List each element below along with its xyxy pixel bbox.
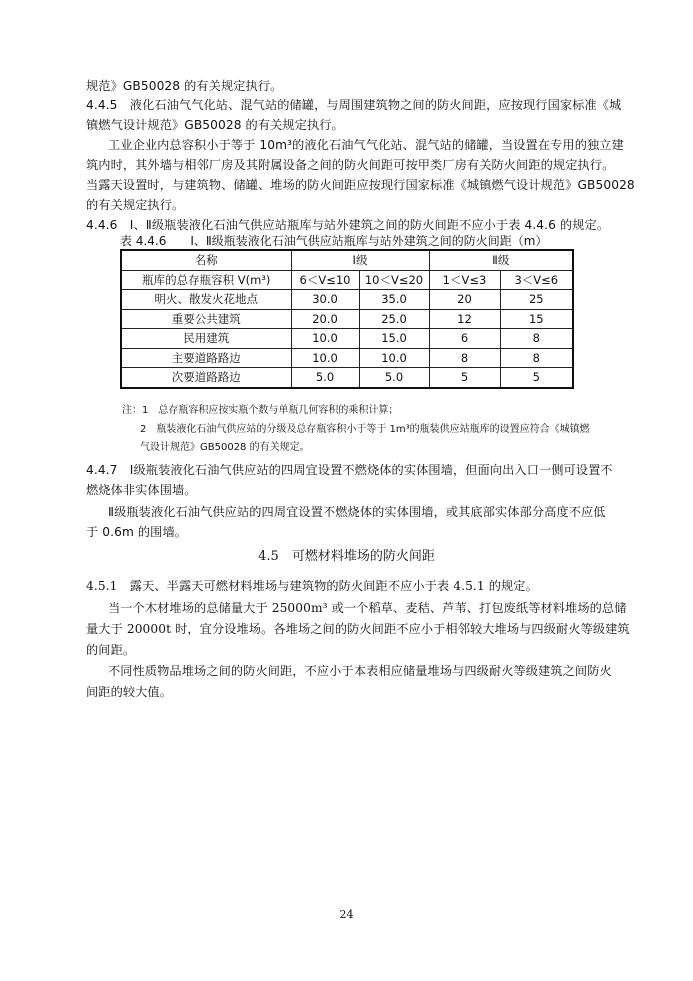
cell: 20 — [429, 290, 500, 310]
cell: 8 — [500, 329, 573, 349]
text-line: 当露天设置时，与建筑物、储罐、堆场的防火间距应按现行国家标准《城镇燃气设计规范》GB50028 — [86, 178, 635, 192]
table-caption: 表 4.4.6 Ⅰ、Ⅱ级瓶装液化石油气供应站瓶库与站外建筑之间的防火间距（m） — [120, 234, 548, 248]
cell: 30.0 — [291, 290, 359, 310]
text-line: 的有关规定执行。 — [86, 198, 185, 212]
fire-distance-table — [120, 249, 574, 389]
range-cell: 10＜V≤20 — [359, 270, 429, 290]
text-line: 规范》GB50028 的有关规定执行。 — [86, 79, 283, 93]
row-name: 明火、散发火花地点 — [121, 290, 291, 310]
table-row — [121, 309, 573, 329]
row-name: 重要公共建筑 — [121, 309, 291, 329]
cell: 12 — [429, 309, 500, 329]
table-note: 注：1 总存瓶容积应按实瓶个数与单瓶几何容积的乘积计算； — [122, 405, 399, 416]
header-level-1: Ⅰ级 — [291, 250, 429, 270]
text-line: 工业企业内总容积小于等于 10m³的液化石油气气化站、混气站的储罐，当设置在专用的独立建 — [108, 138, 624, 152]
text-line: 间距的较大值。 — [86, 685, 173, 699]
volume-label: 瓶库的总存瓶容积 V(m³) — [121, 270, 291, 290]
row-name: 主要道路路边 — [121, 348, 291, 368]
row-name: 民用建筑 — [121, 329, 291, 349]
cell: 5.0 — [359, 368, 429, 388]
text-line: 的间距。 — [86, 643, 136, 657]
cell: 8 — [429, 348, 500, 368]
clause-4-4-5: 4.4.5 液化石油气气化站、混气站的储罐，与周围建筑物之间的防火间距，应按现行国家标准《城 — [86, 98, 622, 112]
cell: 5.0 — [291, 368, 359, 388]
section-title: 4.5 可燃材料堆场的防火间距 — [258, 549, 435, 564]
table-header-row — [121, 250, 573, 270]
header-name: 名称 — [121, 250, 291, 270]
text-line: 不同性质物品堆场之间的防火间距，不应小于本表相应储量堆场与四级耐火等级建筑之间防火 — [108, 664, 612, 678]
page-number: 24 — [339, 908, 354, 921]
table-range-row — [121, 270, 573, 290]
text-line: 镇燃气设计规范》GB50028 的有关规定执行。 — [86, 118, 344, 132]
cell: 5 — [429, 368, 500, 388]
text-line: 燃烧体非实体围墙。 — [86, 483, 197, 497]
cell: 15.0 — [359, 329, 429, 349]
range-cell: 1＜V≤3 — [429, 270, 500, 290]
clause-4-4-6: 4.4.6 Ⅰ、Ⅱ级瓶装液化石油气供应站瓶库与站外建筑之间的防火间距不应小于表 4.4.6 的规定。 — [86, 218, 610, 232]
range-cell: 6＜V≤10 — [291, 270, 359, 290]
cell: 25.0 — [359, 309, 429, 329]
cell: 10.0 — [291, 348, 359, 368]
table-row — [121, 290, 573, 310]
cell: 10.0 — [359, 348, 429, 368]
text-line: 当一个木材堆场的总储量大于 25000m³ 或一个稻草、麦秸、芦苇、打包废纸等材料堆场的总储 — [108, 601, 627, 615]
header-level-2: Ⅱ级 — [429, 250, 573, 270]
row-name: 次要道路路边 — [121, 368, 291, 388]
table-note: 2 瓶装液化石油气供应站的分级及总存瓶容积小于等于 1m³的瓶装供应站瓶库的设置应符合《城镇燃 — [140, 424, 590, 435]
text-line: 量大于 20000t 时，宜分设堆场。各堆场之间的防火间距不应小于相邻较大堆场与四级耐火等级建筑 — [86, 622, 630, 636]
cell: 6 — [429, 329, 500, 349]
clause-4-4-7: 4.4.7 Ⅰ级瓶装液化石油气供应站的四周宜设置不燃烧体的实体围墙，但面向出入口一侧可设置不 — [86, 463, 613, 477]
table-row — [121, 368, 573, 388]
cell: 20.0 — [291, 309, 359, 329]
cell: 8 — [500, 348, 573, 368]
clause-4-5-1: 4.5.1 露天、半露天可燃材料堆场与建筑物的防火间距不应小于表 4.5.1 的规定。 — [86, 579, 538, 593]
cell: 10.0 — [291, 329, 359, 349]
cell: 5 — [500, 368, 573, 388]
text-line: 于 0.6m 的围墙。 — [86, 525, 188, 539]
cell: 25 — [500, 290, 573, 310]
text-line: Ⅱ级瓶装液化石油气供应站的四周宜设置不燃烧体的实体围墙，或其底部实体部分高度不应低 — [108, 505, 606, 519]
text-line: 筑内时，其外墙与相邻厂房及其附属设备之间的防火间距可按甲类厂房有关防火间距的规定执行。 — [86, 158, 615, 172]
table-row — [121, 329, 573, 349]
cell: 15 — [500, 309, 573, 329]
range-cell: 3＜V≤6 — [500, 270, 573, 290]
table-note: 气设计规范》GB50028 的有关规定。 — [140, 442, 310, 453]
cell: 35.0 — [359, 290, 429, 310]
table-row — [121, 348, 573, 368]
